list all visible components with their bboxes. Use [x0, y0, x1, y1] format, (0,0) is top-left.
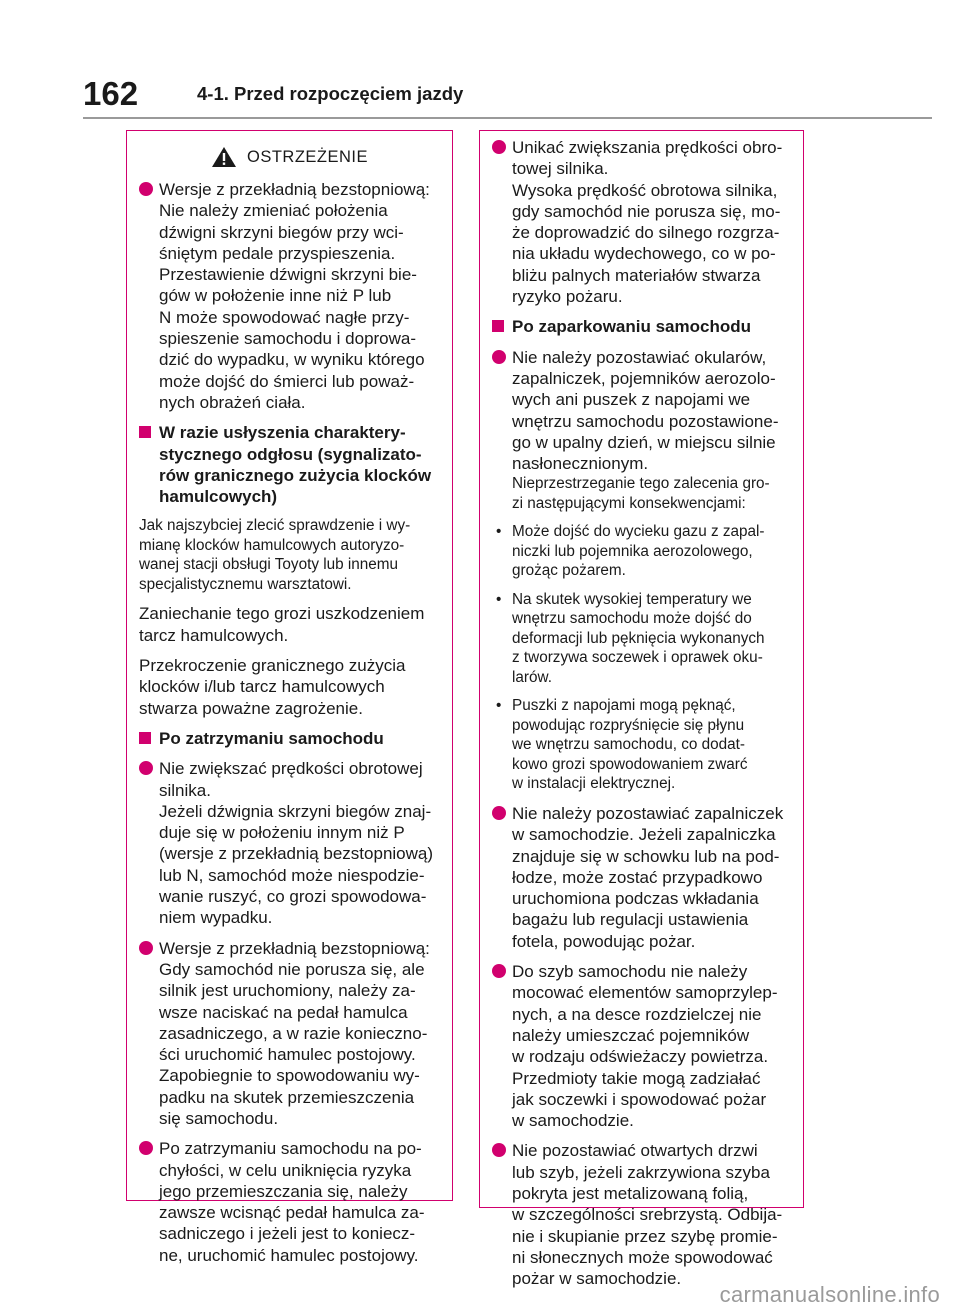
text-line: się samochodu. — [159, 1108, 279, 1128]
text-line: łodze, może zostać przypadkowo — [512, 867, 763, 887]
text-line: Nie należy pozostawiać zapalniczek — [512, 803, 784, 823]
bullet-point-icon: • — [496, 697, 502, 715]
paragraph — [139, 603, 444, 646]
text-line: nych, a na desce rozdzielczej nie — [512, 1004, 762, 1024]
dash-item — [492, 522, 795, 581]
text-line: nia układu wydechowego, co w po- — [512, 244, 776, 264]
text-line: zi następującymi konsekwencjami: — [512, 494, 746, 512]
text-line: gdy samochód nie porusza się, mo- — [512, 201, 781, 221]
text-line: silnik jest uruchomiony, należy za- — [159, 981, 416, 1001]
header-rule — [83, 117, 932, 119]
bullet-item — [139, 938, 444, 1130]
text-line: Zapobiegnie to spowodowaniu wy- — [159, 1066, 420, 1086]
bullet-item — [492, 1140, 795, 1289]
text-line: go w upalny dzień, w miejscu silnie — [512, 432, 776, 452]
warning-triangle-icon — [211, 146, 237, 168]
heading-line: Po zatrzymaniu samochodu — [159, 728, 384, 748]
paragraph — [139, 655, 444, 719]
dash-item — [492, 696, 795, 794]
text-line: chyłości, w celu uniknięcia ryzyka — [159, 1160, 412, 1180]
text-line: jego przemieszczania się, należy — [159, 1181, 408, 1201]
bullet-item — [492, 803, 795, 952]
heading-line: stycznego odgłosu (sygnalizato- — [159, 444, 422, 464]
text-line: dzić do wypadku, w wyniku którego — [159, 350, 425, 370]
text-line: w samochodzie. Jeżeli zapalniczka — [512, 825, 776, 845]
bullet-dot-icon — [492, 964, 506, 978]
text-line: wanie ruszyć, co grozi spowodowa- — [159, 887, 427, 907]
heading-square-icon — [139, 732, 151, 744]
text-line: specjalistycznemu warsztatowi. — [139, 575, 352, 593]
paragraph — [139, 516, 444, 594]
text-line: zawsze wcisnąć pedał hamulca za- — [159, 1203, 425, 1223]
heading-square-icon — [139, 426, 151, 438]
text-line: bagażu lub regulacji ustawienia — [512, 910, 749, 930]
section-heading — [139, 728, 444, 749]
text-line: wanej stacji obsługi Toyoty lub innemu — [139, 556, 399, 574]
text-line: Nieprzestrzeganie tego zalecenia gro- — [512, 475, 770, 493]
warning-content-right — [492, 137, 795, 1298]
text-line: N może spowodować nagłe przy- — [159, 307, 410, 327]
text-line: śniętym pedale przyspieszenia. — [159, 243, 396, 263]
text-line: niczki lub pojemnika aerozolowego, — [512, 542, 753, 560]
heading-line: W razie usłyszenia charaktery- — [159, 423, 406, 443]
text-line: Nie należy zmieniać położenia — [159, 201, 388, 221]
text-line: Unikać zwiększania prędkości obro- — [512, 138, 783, 157]
bullet-dot-icon — [492, 1143, 506, 1157]
text-line: ne, uruchomić hamulec postojowy. — [159, 1245, 419, 1265]
heading-line: Po zaparkowaniu samochodu — [512, 317, 751, 337]
bullet-item — [139, 179, 444, 413]
text-line: Puszki z napojami mogą pęknąć, — [512, 697, 736, 715]
text-line: zasadniczego, a w razie konieczno- — [159, 1023, 428, 1043]
text-line: w samochodzie. — [512, 1111, 634, 1131]
text-line: Wysoka prędkość obrotowa silnika, — [512, 180, 778, 200]
warning-box-left — [126, 130, 453, 1265]
text-line: klocków i/lub tarcz hamulcowych — [139, 677, 385, 697]
warning-title — [141, 139, 438, 175]
bullet-dot-icon — [139, 182, 153, 196]
text-line: Wersje z przekładnią bezstopniową: — [159, 180, 430, 199]
heading-line: rów granicznego zużycia klocków — [159, 465, 432, 485]
text-line: Do szyb samochodu nie należy — [512, 962, 748, 982]
text-line: towej silnika. — [512, 159, 609, 179]
text-line: wych ani puszek z napojami we — [512, 390, 751, 410]
text-line: padku na skutek przemieszczenia — [159, 1087, 415, 1107]
bullet-dot-icon — [492, 806, 506, 820]
text-line: wsze naciskać na pedał hamulca — [159, 1002, 408, 1022]
bullet-dot-icon — [492, 140, 506, 154]
text-line: Na skutek wysokiej temperatury we — [512, 590, 752, 608]
text-line: w szczególności srebrzystą. Odbija- — [512, 1205, 783, 1225]
dash-item — [492, 590, 795, 688]
text-line: Jeżeli dźwignia skrzyni biegów znaj- — [159, 801, 432, 821]
text-line: Jak najszybciej zlecić sprawdzenie i wy- — [139, 517, 411, 535]
watermark: carmanualsonline.info — [719, 1282, 940, 1307]
text-line: Nie należy pozostawiać okularów, — [512, 347, 767, 367]
bullet-item — [139, 1138, 444, 1266]
text-line: pokryta jest metalizowaną folią, — [512, 1184, 749, 1203]
text-line: ści uruchomić hamulec postojowy. — [159, 1045, 416, 1065]
consequence-note — [512, 474, 795, 513]
bullet-item — [492, 961, 795, 1131]
text-line: ryzyko pożaru. — [512, 287, 623, 307]
text-line: silnika. — [159, 780, 211, 800]
section-title: 4-1. Przed rozpoczęciem jazdy — [197, 83, 464, 104]
text-line: w instalacji elektrycznej. — [512, 775, 676, 793]
text-line: grożąc pożarem. — [512, 562, 626, 580]
text-line: pożar w samochodzie. — [512, 1269, 682, 1289]
text-line: jak soczewki i spowodować pożar — [512, 1089, 767, 1109]
text-line: niem wypadku. — [159, 908, 273, 928]
text-line: wnętrzu samochodu może dojść do — [512, 610, 752, 628]
text-line: kowo grozi spowodowaniem zwarć — [512, 755, 748, 773]
text-line: powodując rozpryśnięcie się płynu — [512, 716, 745, 734]
text-line: we wnętrzu samochodu, co dodat- — [512, 736, 745, 754]
text-line: gów w położenie inne niż P lub — [159, 286, 392, 306]
text-line: lub szyb, jeżeli zakrzywiona szyba — [512, 1162, 770, 1182]
bullet-point-icon: • — [496, 590, 502, 608]
bullet-dot-icon — [492, 350, 506, 364]
text-line: należy umieszczać pojemników — [512, 1025, 750, 1045]
text-line: (wersje z przekładnią bezstopniową) — [159, 844, 434, 864]
warning-content-left — [139, 179, 444, 1275]
bullet-dot-icon — [139, 1141, 153, 1155]
text-line: deformacji lub pęknięcia wykonanych — [512, 629, 765, 647]
warning-label: OSTRZEŻENIE — [246, 147, 368, 166]
text-line: larów. — [512, 668, 552, 686]
text-line: z tworzywa soczewek i oprawek oku- — [512, 649, 763, 667]
text-line: wnętrzu samochodu pozostawione- — [512, 411, 779, 431]
text-line: Przestawienie dźwigni skrzyni bie- — [159, 265, 417, 285]
text-line: Nie zwiększać prędkości obrotowej — [159, 759, 423, 779]
text-line: nie i skupianie przez szybę promie- — [512, 1226, 778, 1246]
text-line: spieszenie samochodu i doprowa- — [159, 329, 417, 349]
text-line: uruchomiona podczas wkładania — [512, 889, 759, 909]
text-line: nasłonecznionym. — [512, 454, 649, 474]
text-line: ni słonecznych może spowodować — [512, 1247, 773, 1267]
text-line: tarcz hamulcowych. — [139, 625, 289, 645]
text-line: zapalniczek, pojemników aerozolo- — [512, 368, 776, 388]
text-line: w rodzaju odświeżaczy powietrza. — [512, 1047, 769, 1067]
text-line: Zaniechanie tego grozi uszkodzeniem — [139, 604, 425, 624]
page-number: 162 — [83, 75, 139, 112]
text-line: Po zatrzymaniu samochodu na po- — [159, 1139, 422, 1159]
text-line: fotela, powodując pożar. — [512, 931, 696, 951]
text-line: mocować elementów samoprzylep- — [512, 983, 778, 1003]
text-line: duje się w położeniu innym niż P — [159, 823, 405, 843]
text-line: nych obrażeń ciała. — [159, 392, 306, 412]
text-line: Wersje z przekładnią bezstopniową: — [159, 938, 430, 958]
bullet-dot-icon — [139, 941, 153, 955]
text-line: stwarza poważne zagrożenie. — [139, 698, 363, 718]
text-line: może dojść do śmierci lub poważ- — [159, 371, 415, 391]
text-line: Może dojść do wycieku gazu z zapal- — [512, 523, 765, 541]
text-line: znajduje się w schowku lub na pod- — [512, 846, 780, 866]
warning-box-right — [479, 130, 804, 1289]
text-line: że doprowadzić do silnego rozgrza- — [512, 223, 780, 243]
heading-line: hamulcowych) — [159, 487, 278, 507]
text-line: Nie pozostawiać otwartych drzwi — [512, 1141, 758, 1161]
bullet-item — [139, 758, 444, 928]
text-line: Gdy samochód nie porusza się, ale — [159, 959, 425, 979]
bullet-point-icon: • — [496, 523, 502, 541]
text-line: sadniczego i jeżeli jest to koniecz- — [159, 1224, 416, 1244]
bullet-item — [492, 347, 795, 514]
text-line: lub N, samochód może niespodzie- — [159, 865, 425, 885]
section-heading — [139, 422, 444, 507]
text-line: mianę klocków hamulcowych autoryzo- — [139, 536, 405, 554]
heading-square-icon — [492, 320, 504, 332]
bullet-dot-icon — [139, 761, 153, 775]
text-line: dźwigni skrzyni biegów przy wci- — [159, 222, 404, 242]
section-heading — [492, 316, 795, 337]
text-line: Przedmioty takie mogą zadziałać — [512, 1068, 761, 1088]
text-line: bliżu palnych materiałów stwarza — [512, 265, 761, 285]
bullet-item — [492, 137, 795, 307]
text-line: Przekroczenie granicznego zużycia — [139, 656, 406, 676]
